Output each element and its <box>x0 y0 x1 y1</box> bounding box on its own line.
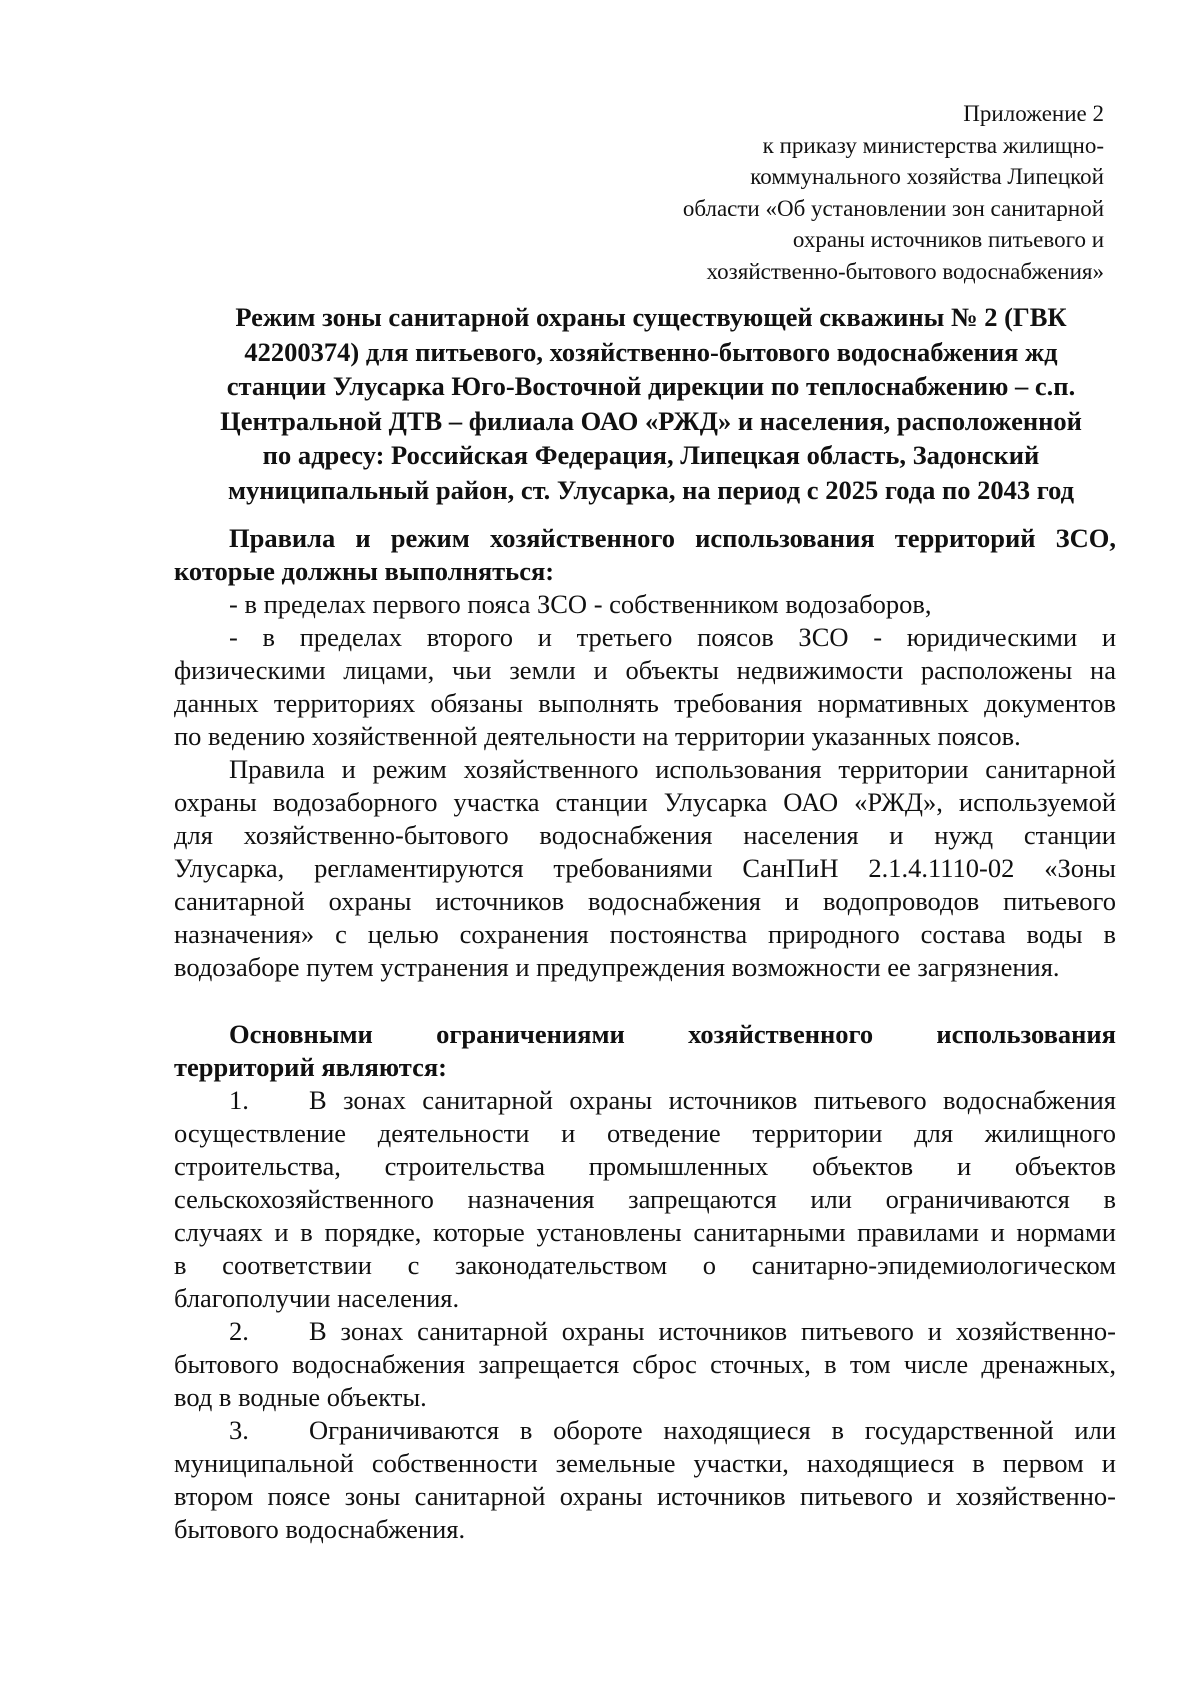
document-body <box>174 522 1116 1546</box>
title-line: Центральной ДТВ – филиала ОАО «РЖД» и населения, расположенной <box>220 405 1082 436</box>
list-item-number: 2. <box>229 1316 249 1346</box>
list-item <box>174 1315 1116 1414</box>
appendix-line: коммунального хозяйства Липецкой <box>750 164 1104 189</box>
rule-item-first-belt: - в пределах первого пояса ЗСО - собственником водозаборов, <box>229 589 932 619</box>
paragraph-line: для хозяйственно-бытового водоснабжения населения и нужд станции <box>174 820 1116 850</box>
list-item-first-line <box>174 1315 1116 1348</box>
paragraph-line: Улусарка, регламентируются требованиями СанПиН 2.1.4.1110-02 «Зоны <box>174 853 1116 883</box>
section-heading-line: которые должны выполняться: <box>174 556 555 586</box>
list-item-line: осуществление деятельности и отведение территории для жилищного <box>174 1118 1116 1148</box>
list-item-text: В зонах санитарной охраны источников питьевого и хозяйственно- <box>309 1316 1116 1346</box>
section-restrictions <box>174 1018 1116 1546</box>
list-item-line: в соответствии с законодательством о санитарно-эпидемиологическом <box>174 1250 1116 1280</box>
section-heading-line: территорий являются: <box>174 1052 448 1082</box>
list-item-line: втором поясе зоны санитарной охраны источников питьевого и хозяйственно- <box>174 1481 1116 1511</box>
paragraph-line: водозаборе путем устранения и предупреждения возможности ее загрязнения. <box>174 952 1060 982</box>
list-item-line: муниципальной собственности земельные участки, находящиеся в первом и <box>174 1448 1116 1478</box>
list-item-line: бытового водоснабжения запрещается сброс сточных, в том числе дренажных, <box>174 1349 1116 1379</box>
list-item-line: случаях и в порядке, которые установлены санитарными правилами и нормами <box>174 1217 1116 1247</box>
appendix-note <box>544 98 1104 287</box>
list-item-text: Ограничиваются в обороте находящиеся в государственной или <box>309 1415 1116 1445</box>
list-item-number: 1. <box>229 1085 249 1115</box>
list-item-line: вод в водные объекты. <box>174 1382 427 1412</box>
rule-item-line: - в пределах второго и третьего поясов ЗСО - юридическими и <box>229 622 1116 652</box>
title-line: муниципальный район, ст. Улусарка, на период с 2025 года по 2043 год <box>227 474 1074 505</box>
rule-item-line: физическими лицами, чьи земли и объекты недвижимости расположены на <box>174 655 1116 685</box>
appendix-line: охраны источников питьевого и <box>792 227 1104 252</box>
list-item-line: бытового водоснабжения. <box>174 1514 466 1544</box>
title-line: станции Улусарка Юго-Восточной дирекции по теплоснабжению – с.п. <box>226 371 1076 401</box>
list-item-number: 3. <box>229 1415 249 1445</box>
rule-item-line: данных территориях обязаны выполнять требования нормативных документов <box>174 688 1116 718</box>
list-item-first-line <box>174 1084 1116 1117</box>
appendix-line: к приказу министерства жилищно- <box>762 132 1104 158</box>
paragraph-line: охраны водозаборного участка станции Улусарка ОАО «РЖД», используемой <box>174 787 1116 817</box>
list-item-line: строительства, строительства промышленных объектов и объектов <box>174 1151 1116 1181</box>
list-item-first-line <box>174 1414 1116 1447</box>
document-title <box>176 300 1126 507</box>
appendix-line: Приложение 2 <box>963 101 1104 126</box>
list-item-line: благополучии населения. <box>174 1283 460 1313</box>
section-heading-line: Правила и режим хозяйственного использования территорий ЗСО, <box>229 523 1116 553</box>
section-rules <box>174 522 1116 984</box>
paragraph-line: назначения» с целью сохранения постоянства природного состава воды в <box>174 919 1116 949</box>
title-line: 42200374) для питьевого, хозяйственно-бытового водоснабжения жд <box>244 336 1058 367</box>
list-item-line: сельскохозяйственного назначения запрещаются или ограничиваются в <box>174 1184 1116 1214</box>
list-item-text: В зонах санитарной охраны источников питьевого водоснабжения <box>309 1085 1116 1115</box>
rule-item-line: по ведению хозяйственной деятельности на территории указанных поясов. <box>174 721 1021 751</box>
paragraph-line: Правила и режим хозяйственного использования территории санитарной <box>229 754 1116 784</box>
paragraph-line: санитарной охраны источников водоснабжения и водопроводов питьевого <box>174 886 1116 916</box>
appendix-line: хозяйственно-бытового водоснабжения» <box>706 258 1104 284</box>
appendix-line: области «Об установлении зон санитарной <box>682 195 1104 221</box>
list-item <box>174 1084 1116 1315</box>
section-heading-line: Основными ограничениями хозяйственного использования <box>229 1019 1116 1049</box>
title-line: по адресу: Российская Федерация, Липецкая область, Задонский <box>262 440 1040 470</box>
spacer <box>174 984 1116 1018</box>
title-line: Режим зоны санитарной охраны существующей скважины № 2 (ГВК <box>235 302 1067 332</box>
list-item <box>174 1414 1116 1546</box>
